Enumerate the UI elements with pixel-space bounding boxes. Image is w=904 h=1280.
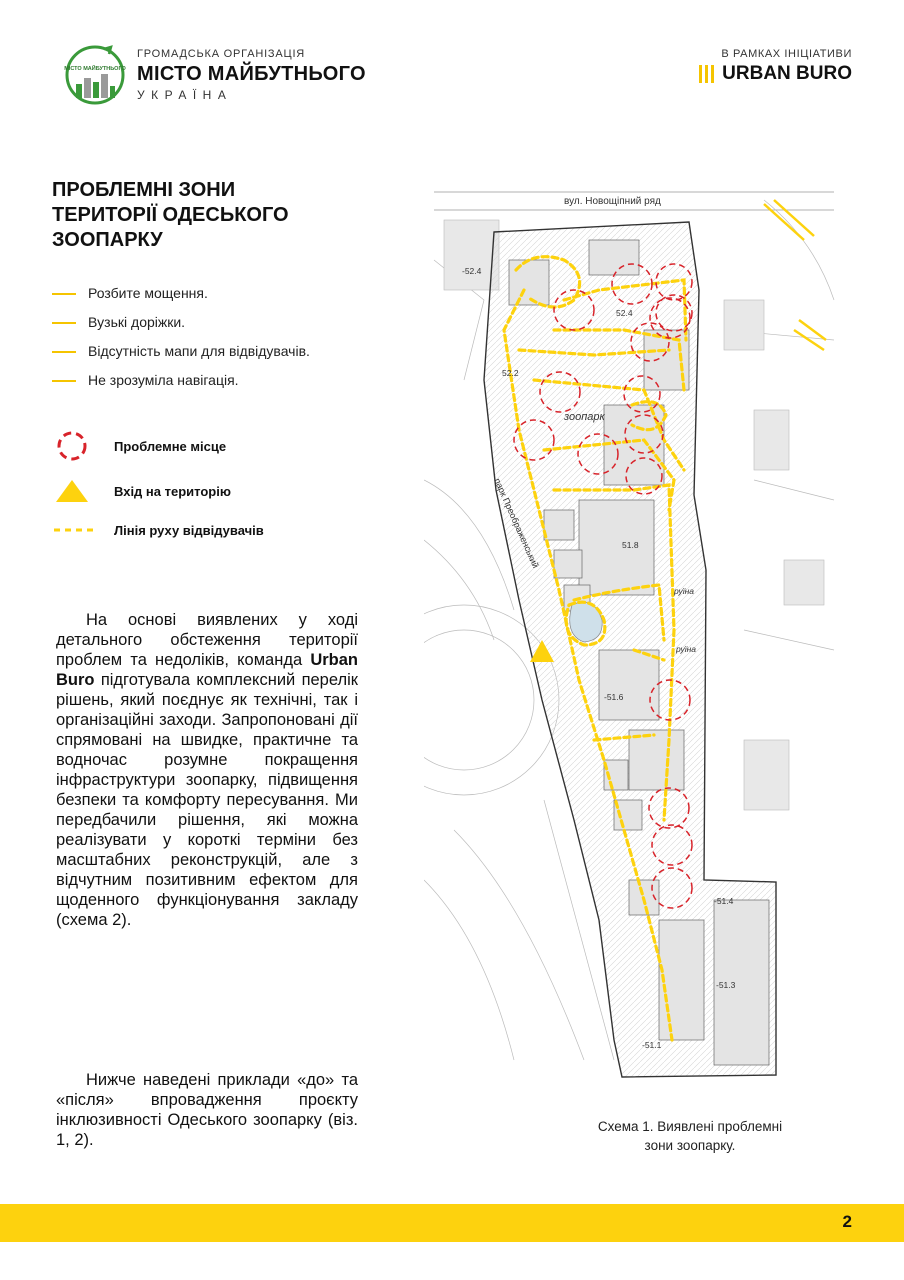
paragraph-examples: Нижче наведені приклади «до» та «після» впровадження проєкту інклюзивності Одеського зоопарку (віз. 1, 2). [56,1071,358,1149]
page-title [52,178,352,253]
page-number: 2 [842,1212,852,1231]
elevation-label: 52.2 [502,368,519,378]
ruin-label: руїна [674,586,694,596]
legend-visitor-path: Лінія руху відвідувачів [114,523,264,538]
org-subtitle: ГРОМАДСЬКА ОРГАНІЗАЦІЯ [137,48,306,60]
entrance-triangle-icon [54,478,90,504]
legend-line-icon [52,380,76,382]
org-country: УКРАЇНА [137,88,233,102]
legend-item-no-map: Відсутність мапи для відвідувачів. [88,343,310,359]
title-line-2: ТЕРИТОРІЇ ОДЕСЬКОГО [52,204,289,226]
legend-entrance: Вхід на територію [114,484,231,499]
org-name: МІСТО МАЙБУТНЬОГО [137,63,366,85]
elevation-label: -52.4 [462,266,482,276]
urban-buro-bold: Urban Buro [56,651,358,689]
legend-line-icon [52,293,76,295]
caption-line-2: зони зоопарку. [644,1138,736,1153]
title-line-3: ЗООПАРКУ [52,229,163,251]
legend-line-icon [52,351,76,353]
elevation-label: -51.3 [716,980,736,990]
map-caption [560,1117,820,1155]
legend-item-narrow-paths: Вузькі доріжки. [88,314,186,330]
city-of-future-logo [64,44,126,106]
zoo-label: зоопарк [564,411,605,423]
elevation-label: 51.8 [622,540,639,550]
partner-name: URBAN BURO [722,63,852,84]
ruin-label: руїна [676,644,696,654]
caption-line-1: Схема 1. Виявлені проблемні [597,1119,783,1134]
park-label: парк Преображенський [492,476,541,570]
paragraph-solutions: На основі виявлених у ході детального обстеження території проблем та недоліків, команда Urban Buro підготувала комплексний перелік рішень, який поєднує як технічні, так і організаційні заходи. Запропоновані дії спрямовані на швидке, практичне та водночас розумне покращення інфраструктури зоопарку, підвищення безпеки та комфорту пересування. Ми передбачили рішення, які можна реалізувати у короткі терміни без масштабних реконструкцій, але з відчутним позитивним ефектом для щоденного функціонування закладу (схема 2). [56,611,358,929]
urban-buro-bars-icon [699,65,714,83]
dashed-path-icon [52,526,96,534]
legend-item-broken-paving: Розбите мощення. [88,285,208,301]
legend-line-icon [52,322,76,324]
legend-item-unclear-navigation: Не зрозуміла навігація. [88,372,239,388]
elevation-label: 52.4 [616,308,633,318]
street-label: вул. Новощіпний ряд [564,196,661,207]
footer-bar [0,1204,904,1242]
elevation-label: -51.1 [642,1040,662,1050]
logo-text: МІСТО МАЙБУТНЬОГО [64,66,126,72]
urban-buro-brand [699,63,852,85]
zoo-problem-zones-map [424,180,844,1090]
elevation-label: -51.6 [604,692,624,702]
initiative-label: В РАМКАХ ІНІЦІАТИВИ [721,48,852,60]
title-line-1: ПРОБЛЕМНІ ЗОНИ [52,179,236,201]
elevation-label: -51.4 [714,896,734,906]
problem-spot-icon [56,430,88,462]
legend-problem-spot: Проблемне місце [114,439,227,454]
